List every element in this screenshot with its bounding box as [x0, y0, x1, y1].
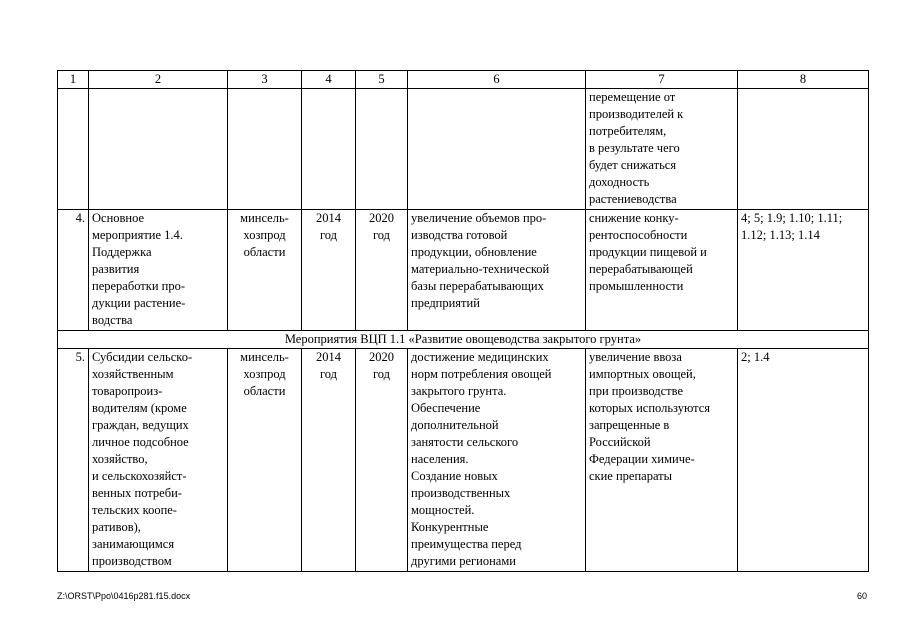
- cell-line: предприятий: [411, 296, 480, 310]
- header-cell: 3: [228, 71, 302, 89]
- table-row: [58, 89, 869, 210]
- table-cell: [302, 210, 356, 331]
- cell-line: год: [319, 367, 338, 381]
- cell-line: Конкурентные: [411, 520, 489, 534]
- header-cell: 2: [89, 71, 228, 89]
- cell-line: базы перерабатывающих: [411, 279, 544, 293]
- cell-line: изводства готовой: [411, 228, 508, 242]
- cell-line: занимающимся: [92, 537, 175, 551]
- cell-line: минсель-: [240, 211, 289, 225]
- cell-line: в результате чего: [589, 141, 680, 155]
- cell-line: хозпрод: [243, 367, 286, 381]
- table-cell: [356, 89, 408, 210]
- cell-line: 2014: [316, 211, 341, 225]
- cell-line: водителям (кроме: [92, 401, 187, 415]
- cell-line: дополнительной: [411, 418, 499, 432]
- row-number: 4.: [58, 210, 89, 331]
- cell-line: доходность: [589, 175, 650, 189]
- cell-line: товаропроиз-: [92, 384, 163, 398]
- cell-line: Российской: [589, 435, 651, 449]
- table-row: [58, 349, 869, 572]
- cell-line: увеличение ввоза: [589, 350, 682, 364]
- cell-line: перерабатывающей: [589, 262, 693, 276]
- table-cell: [89, 349, 228, 572]
- header-cell: 1: [58, 71, 89, 89]
- cell-line: Федерации химиче-: [589, 452, 695, 466]
- table-cell: [228, 210, 302, 331]
- table-cell: [738, 349, 869, 572]
- cell-line: которых используются: [589, 401, 711, 415]
- cell-line: Субсидии сельско-: [92, 350, 193, 364]
- header-row: [58, 71, 869, 89]
- cell-line: хозяйственным: [92, 367, 174, 381]
- cell-line: хозпрод: [243, 228, 286, 242]
- cell-line: мероприятие 1.4.: [92, 228, 183, 242]
- cell-line: продукции пищевой и: [589, 245, 707, 259]
- table-cell: [586, 89, 738, 210]
- cell-line: тельских коопе-: [92, 503, 177, 517]
- table-cell: [408, 89, 586, 210]
- header-cell: 6: [408, 71, 586, 89]
- cell-line: 2020: [369, 350, 394, 364]
- cell-line: переработки про-: [92, 279, 185, 293]
- cell-line: венных потреби-: [92, 486, 182, 500]
- table-cell: [58, 89, 89, 210]
- header-cell: 4: [302, 71, 356, 89]
- cell-line: продукции, обновление: [411, 245, 537, 259]
- cell-line: производственных: [411, 486, 511, 500]
- cell-line: норм потребления овощей: [411, 367, 552, 381]
- cell-line: Создание новых: [411, 469, 498, 483]
- cell-line: Основное: [92, 211, 145, 225]
- cell-line: 2014: [316, 350, 341, 364]
- cell-line: 2020: [369, 211, 394, 225]
- table-cell: [408, 349, 586, 572]
- cell-line: водства: [92, 313, 133, 327]
- table-cell: [408, 210, 586, 331]
- table-cell: [302, 349, 356, 572]
- cell-line: Поддержка: [92, 245, 152, 259]
- table-cell: [228, 349, 302, 572]
- table-row: [58, 210, 869, 331]
- cell-line: год: [319, 228, 338, 242]
- file-path: Z:\ORST\Ppo\0416p281.f15.docx: [57, 591, 191, 601]
- table-cell: [738, 210, 869, 331]
- cell-line: потребителям,: [589, 124, 667, 138]
- cell-line: производством: [92, 554, 172, 568]
- page-number: 60: [856, 591, 867, 601]
- table-cell: [586, 210, 738, 331]
- header-cell: 7: [586, 71, 738, 89]
- table-cell: [356, 349, 408, 572]
- cell-line: занятости сельского: [411, 435, 519, 449]
- section-title: Мероприятия ВЦП 1.1 «Развитие овощеводства закрытого грунта»: [58, 331, 869, 349]
- cell-line: достижение медицинских: [411, 350, 549, 364]
- cell-line: будет снижаться: [589, 158, 677, 172]
- table-cell: [228, 89, 302, 210]
- cell-line: 4; 5; 1.9; 1.10; 1.11;: [741, 211, 843, 225]
- section-row: [58, 331, 869, 349]
- cell-line: год: [372, 367, 391, 381]
- cell-line: перемещение от: [589, 90, 676, 104]
- cell-line: ративов),: [92, 520, 141, 534]
- header-cell: 8: [738, 71, 869, 89]
- cell-line: хозяйство,: [92, 452, 148, 466]
- cell-line: импортных овощей,: [589, 367, 696, 381]
- cell-line: растениеводства: [589, 192, 677, 206]
- table-cell: [89, 210, 228, 331]
- cell-line: развития: [92, 262, 140, 276]
- cell-line: снижение конку-: [589, 211, 679, 225]
- cell-line: области: [243, 245, 286, 259]
- cell-line: и сельскохозяйст-: [92, 469, 187, 483]
- cell-line: области: [243, 384, 286, 398]
- cell-line: закрытого грунта.: [411, 384, 507, 398]
- cell-line: запрещенные в: [589, 418, 670, 432]
- cell-line: дукции растение-: [92, 296, 186, 310]
- cell-line: производителей к: [589, 107, 684, 121]
- cell-line: материально-технической: [411, 262, 550, 276]
- measures-table: [57, 70, 869, 572]
- cell-line: увеличение объемов про-: [411, 211, 547, 225]
- cell-line: ские препараты: [589, 469, 673, 483]
- cell-line: 2; 1.4: [741, 350, 770, 364]
- header-cell: 5: [356, 71, 408, 89]
- row-number: 5.: [58, 349, 89, 572]
- table-cell: [738, 89, 869, 210]
- table-cell: [89, 89, 228, 210]
- cell-line: год: [372, 228, 391, 242]
- cell-line: при производстве: [589, 384, 684, 398]
- cell-line: населения.: [411, 452, 469, 466]
- cell-line: промышленности: [589, 279, 684, 293]
- cell-line: мощностей.: [411, 503, 475, 517]
- cell-line: граждан, ведущих: [92, 418, 189, 432]
- table-cell: [356, 210, 408, 331]
- table-cell: [586, 349, 738, 572]
- cell-line: личное подсобное: [92, 435, 189, 449]
- cell-line: Обеспечение: [411, 401, 481, 415]
- cell-line: другими регионами: [411, 554, 516, 568]
- cell-line: преимущества перед: [411, 537, 522, 551]
- cell-line: 1.12; 1.13; 1.14: [741, 228, 820, 242]
- table-cell: [302, 89, 356, 210]
- cell-line: рентоспособности: [589, 228, 688, 242]
- cell-line: минсель-: [240, 350, 289, 364]
